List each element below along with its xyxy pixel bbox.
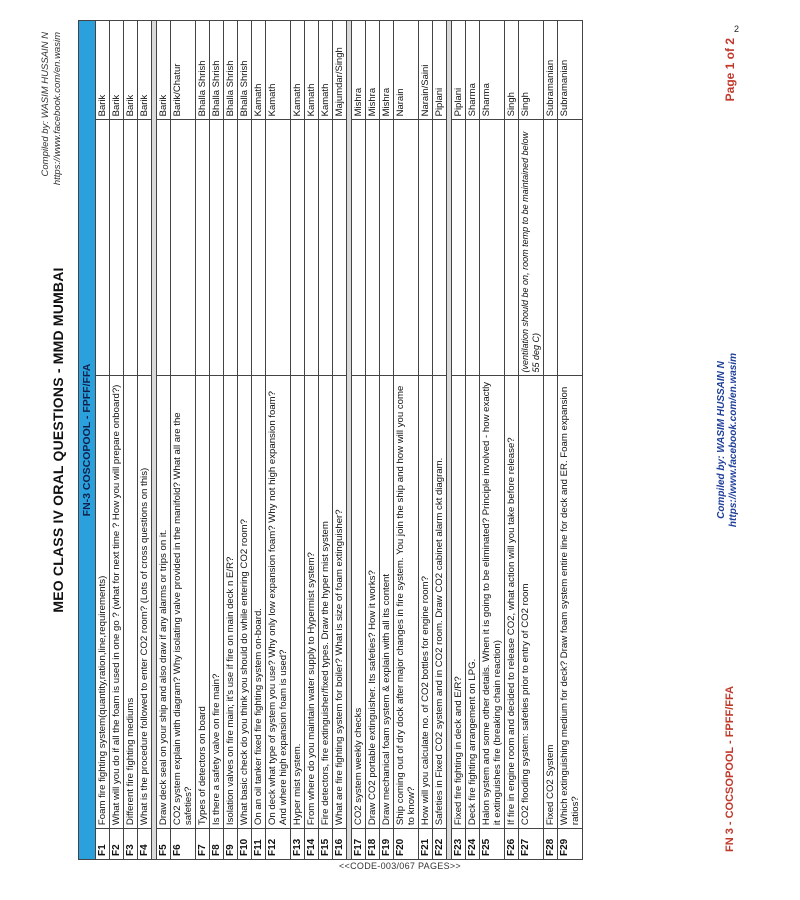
table-row: [138, 21, 152, 860]
table-row: [305, 21, 319, 860]
examiner-name: Piplani: [452, 21, 466, 120]
question-code: F15: [319, 829, 333, 860]
question-note: [466, 120, 480, 376]
question-text: Types of detectors on board: [196, 376, 210, 829]
question-note: [394, 120, 419, 376]
table-row: [419, 21, 433, 860]
question-code: F8: [210, 829, 224, 860]
examiner-name: Bhalla Shrish: [210, 21, 224, 120]
question-code: F25: [480, 829, 505, 860]
examiner-name: Mishra: [380, 21, 394, 120]
table-row: [366, 21, 380, 860]
question-note: [157, 120, 171, 376]
footer-code: <<CODE-003/067 PAGES>>: [338, 861, 461, 871]
table-row: [266, 21, 291, 860]
table-row: [480, 21, 505, 860]
question-code: F13: [291, 829, 305, 860]
table-row: [124, 21, 138, 860]
question-code: F26: [505, 829, 519, 860]
compiled-by-url: https://www.facebook.com/en.wasim: [52, 32, 63, 186]
table-row: [505, 21, 519, 860]
question-note: [319, 120, 333, 376]
question-text: Draw CO2 portable extinguisher. Its safeties? How it works?: [366, 376, 380, 829]
question-note: [380, 120, 394, 376]
question-text: From where do you maintain water supply to Hypermist system?: [305, 376, 319, 829]
examiner-name: Barik: [157, 21, 171, 120]
examiner-name: Kamath: [252, 21, 266, 120]
examiner-name: Kamath: [319, 21, 333, 120]
question-text: CO2 system weekly checks: [352, 376, 366, 829]
question-note: [452, 120, 466, 376]
table-row: [157, 21, 171, 860]
examiner-name: Piplani: [433, 21, 447, 120]
question-text: Foam fire fighting system(quantity,ration,line,requirements): [96, 376, 110, 829]
examiner-name: Narain/Saini: [419, 21, 433, 120]
question-text: On an oil tanker fixed fire fighting system on-board.: [252, 376, 266, 829]
question-text: If fire in engine room and decided to release CO2, what action will you take before release?: [505, 376, 519, 829]
footer-compiled: [716, 20, 740, 860]
question-text: CO2 flooding system: safeties prior to entry of CO2 room: [519, 376, 544, 829]
table-row: [433, 21, 447, 860]
footer-left-label: FN 3 - COCSOPOOL - FPFF/FFA: [724, 685, 736, 852]
question-note: (ventilation should be on, room temp to be maintained below 55 deg C): [519, 120, 544, 376]
question-text: What basic check do you think you should do while entering CO2 room?: [238, 376, 252, 829]
question-note: [333, 120, 347, 376]
table-row: [291, 21, 305, 860]
examiner-name: Subramanian: [544, 21, 558, 120]
table-heading: FN-3 COSCOPOOL - FPFF/FFA: [79, 21, 96, 860]
question-note: [352, 120, 366, 376]
question-code: F11: [252, 829, 266, 860]
question-code: F29: [558, 829, 583, 860]
question-text: On deck what type of system you use? Why only low expansion foam? Why not high expansion foam? And where high expansion foam is used?: [266, 376, 291, 829]
question-note: [224, 120, 238, 376]
examiner-name: Bhalla Shrish: [238, 21, 252, 120]
question-code: F24: [466, 829, 480, 860]
examiner-name: Barik: [110, 21, 124, 120]
question-note: [505, 120, 519, 376]
examiner-name: Barik: [138, 21, 152, 120]
question-note: [291, 120, 305, 376]
table-row: [196, 21, 210, 860]
examiner-name: Bhalla Shrish: [196, 21, 210, 120]
question-note: [110, 120, 124, 376]
question-code: F6: [171, 829, 196, 860]
question-code: F27: [519, 829, 544, 860]
question-text: Safeties in Fixed CO2 system and in CO2 room. Draw CO2 cabinet alarm ckt diagram.: [433, 376, 447, 829]
question-text: What are fire fighting system for boiler? What is size of foam extinguisher?: [333, 376, 347, 829]
question-code: F10: [238, 829, 252, 860]
table-heading-row: [79, 21, 96, 860]
question-note: [210, 120, 224, 376]
question-text: What will you do if all the foam is used in one go ? (what for next time ? How you will prepare onboard?): [110, 376, 124, 829]
question-code: F28: [544, 829, 558, 860]
question-code: F22: [433, 829, 447, 860]
question-code: F9: [224, 829, 238, 860]
question-text: Different fire fighting mediums: [124, 376, 138, 829]
question-code: F7: [196, 829, 210, 860]
question-text: What is the procedure followed to enter CO2 room? (Lots of cross questions on this): [138, 376, 152, 829]
examiner-name: Sharma: [480, 21, 505, 120]
examiner-name: Kamath: [291, 21, 305, 120]
examiner-name: Majumdar/Singh: [333, 21, 347, 120]
examiner-name: Sharma: [466, 21, 480, 120]
question-note: [124, 120, 138, 376]
question-note: [96, 120, 110, 376]
examiner-name: Subramanian: [558, 21, 583, 120]
table-row: [319, 21, 333, 860]
question-note: [558, 120, 583, 376]
question-text: Deck fire fighting arrangement on LPG.: [466, 376, 480, 829]
question-text: Isolation valves on fire main; it's use if fire on main deck n E/R?: [224, 376, 238, 829]
examiner-name: Kamath: [305, 21, 319, 120]
table-row: [171, 21, 196, 860]
question-code: F2: [110, 829, 124, 860]
question-code: F14: [305, 829, 319, 860]
examiner-name: Kamath: [266, 21, 291, 120]
question-note: [138, 120, 152, 376]
table-row: [110, 21, 124, 860]
examiner-name: Mishra: [352, 21, 366, 120]
examiner-name: Bhalla Shrish: [224, 21, 238, 120]
question-code: F5: [157, 829, 171, 860]
question-code: F16: [333, 829, 347, 860]
examiner-name: Narain: [394, 21, 419, 120]
table-row: [519, 21, 544, 860]
table-row: [452, 21, 466, 860]
question-text: Ship coming out of dry dock after major changes in fire system. You join the ship and how will you come to know?: [394, 376, 419, 829]
table-row: [96, 21, 110, 860]
question-code: F19: [380, 829, 394, 860]
examiner-name: Mishra: [366, 21, 380, 120]
page-number: 2: [734, 24, 740, 34]
page-title: MEO CLASS IV ORAL QUESTIONS - MMD MUMBAI: [50, 267, 66, 613]
table-row: [558, 21, 583, 860]
question-code: F4: [138, 829, 152, 860]
question-code: F23: [452, 829, 466, 860]
question-text: Hyper mist system.: [291, 376, 305, 829]
question-text: How will you calculate no. of CO2 bottles for engine room?: [419, 376, 433, 829]
table-row: [466, 21, 480, 860]
table-row: [224, 21, 238, 860]
question-code: F3: [124, 829, 138, 860]
question-text: CO2 system explain with diagram? Why isolating valve provided in the manifold? What all are the safeties?: [171, 376, 196, 829]
footer-page-label: Page 1 of 2: [723, 38, 737, 102]
question-note: [238, 120, 252, 376]
question-text: Which extinguishing medium for deck? Draw foam system entire line for deck and ER. Foam expansion ratios?: [558, 376, 583, 829]
question-code: F20: [394, 829, 419, 860]
question-note: [266, 120, 291, 376]
table-row: [380, 21, 394, 860]
questions-table: [78, 20, 583, 860]
examiner-name: Barik: [96, 21, 110, 120]
examiner-name: Barik: [124, 21, 138, 120]
table-row: [210, 21, 224, 860]
question-note: [196, 120, 210, 376]
question-note: [433, 120, 447, 376]
question-note: [366, 120, 380, 376]
question-note: [171, 120, 196, 376]
rotated-sheet: [38, 20, 748, 860]
compiled-by-name: Compiled by: WASIM HUSSAIN N: [40, 32, 51, 177]
footer-compiled-url: https://www.facebook.com/en.wasim: [728, 352, 739, 528]
table-row: [544, 21, 558, 860]
question-code: F18: [366, 829, 380, 860]
question-text: Fixed CO2 System: [544, 376, 558, 829]
question-text: Fixed fire fighting in deck and E/R?: [452, 376, 466, 829]
question-code: F17: [352, 829, 366, 860]
question-code: F21: [419, 829, 433, 860]
examiner-name: Singh: [505, 21, 519, 120]
question-code: F1: [96, 829, 110, 860]
table-row: [333, 21, 347, 860]
examiner-name: Barik/Chatur: [171, 21, 196, 120]
question-code: F12: [266, 829, 291, 860]
table-row: [252, 21, 266, 860]
examiner-name: Singh: [519, 21, 544, 120]
question-text: Draw deck seal on your ship and also draw if any alarms or trips on it.: [157, 376, 171, 829]
footer-compiled-name: Compiled by: WASIM HUSSAIN N: [716, 361, 727, 519]
question-text: Is there a safety valve on fire main?: [210, 376, 224, 829]
question-note: [305, 120, 319, 376]
table-row: [394, 21, 419, 860]
table-row: [352, 21, 366, 860]
question-text: Draw mechanical foam system & explain with all its content: [380, 376, 394, 829]
question-note: [419, 120, 433, 376]
table-row: [238, 21, 252, 860]
question-note: [252, 120, 266, 376]
question-text: Fire detectors, fire extinguisher/fixed types. Draw the hyper mist system: [319, 376, 333, 829]
question-note: [544, 120, 558, 376]
question-text: Halon system and some other details. When it is going to be eliminated? Principle involved - how exactly it extinguishes fire (breaking chain reaction): [480, 376, 505, 829]
question-note: [480, 120, 505, 376]
